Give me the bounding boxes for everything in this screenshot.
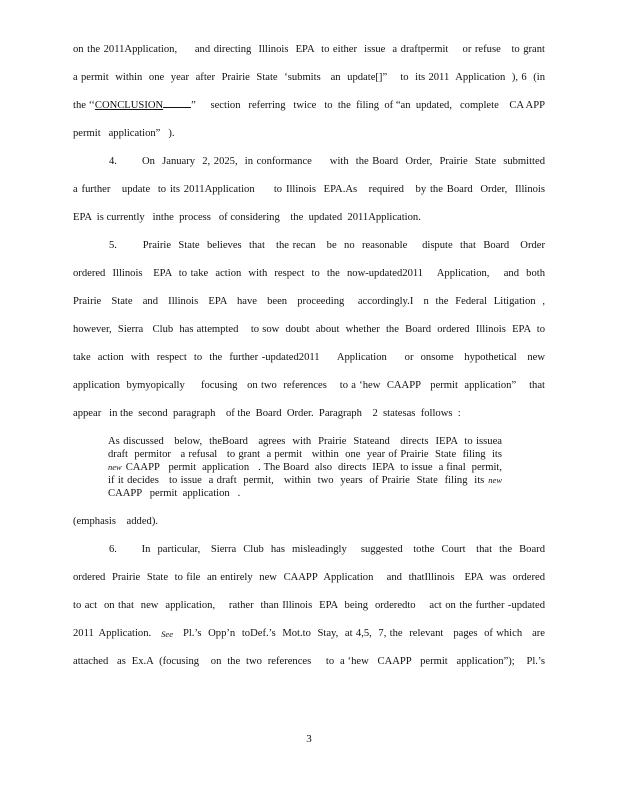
text-line: ordered Illinois EPA to take action with respect to the now-updated2011 Application, and both [73, 268, 545, 279]
emphasized-word: new [488, 475, 502, 485]
text-line: permit application” ). [73, 128, 175, 139]
paragraph-5-start: 5. Prairie State believes that the recan be no reasonable dispute that Board Order [109, 240, 545, 251]
text-line: a permit within one year after Prairie State ‘submits an update[]” to its 2011 Application ), 6 (in [73, 72, 545, 83]
emphasis-note: (emphasis added). [73, 516, 159, 527]
page-number: 3 [306, 733, 312, 745]
text-line: however, Sierra Club has attempted to sow doubt about whether the Board ordered Illinois EPA to [73, 324, 545, 335]
text-line: EPA is currently inthe process of considering the updated 2011Application. [73, 212, 421, 223]
text-line: a further update to its 2011Application to Illinois EPA.As required by the Board Order, Illinois [73, 184, 545, 195]
text-line: attached as Ex.A (focusing on the two references to a ‘hew CAAPP permit application”); Pl.’s [73, 656, 545, 667]
quote-line: new CAAPP permit application . The Board also directs IEPA to issue a final permit, [108, 462, 502, 473]
text-line-citation: 2011 Application. See Pl.’s Opp’n toDef.’s Mot.to Stay, at 4,5, 7, the relevant pages of which are [73, 628, 545, 639]
text-line: ordered Prairie State to file an entirely new CAAPP Application and thatIllinois EPA was ordered [73, 572, 545, 583]
quote-line: CAAPP permit application . [108, 488, 241, 499]
text-line: application bymyopically focusing on two references to a ‘hew CAAPP permit application” that [73, 380, 545, 391]
text-fragment: the ‘‘CONCLUSION ” [73, 100, 196, 111]
text-line: take action with respect to the further -updated2011 Application or onsome hypothetical new [73, 352, 545, 363]
quote-line: if it decides to issue a draft permit, within two years of Prairie State filing its new [108, 475, 502, 486]
text-line: appear in the second paragraph of the Board Order. Paragraph 2 statesas follows : [73, 408, 461, 419]
text-line: on the 2011Application, and directing Illinois EPA to either issue a draftpermit or refuse to grant [73, 44, 545, 55]
paragraph-4-start: 4. On January 2, 2025, in conformance with the Board Order, Prairie State submitted [109, 156, 545, 167]
see-signal: See [161, 629, 173, 639]
conclusion-heading-ref: CONCLUSION [94, 100, 164, 111]
paragraph-6-start: 6. In particular, Sierra Club has misleadingly suggested tothe Court that the Board [109, 544, 545, 555]
emphasized-word: new [108, 462, 122, 472]
text-line: to act on that new application, rather than Illinois EPA being orderedto act on the further -updated [73, 600, 545, 611]
text-fragment: section referring twice to the filing of “an updated, complete CA APP [210, 100, 545, 111]
quote-line: draft permitor a refusal to grant a permit within one year of Prairie State filing its [108, 449, 502, 460]
text-line-conclusion [73, 99, 545, 113]
text-line: Prairie State and Illinois EPA have been proceeding accordingly.I n the Federal Litigation , [73, 296, 545, 307]
quote-line: As discussed below, theBoard agrees with Prairie Stateand directs IEPA to issuea [108, 436, 502, 447]
